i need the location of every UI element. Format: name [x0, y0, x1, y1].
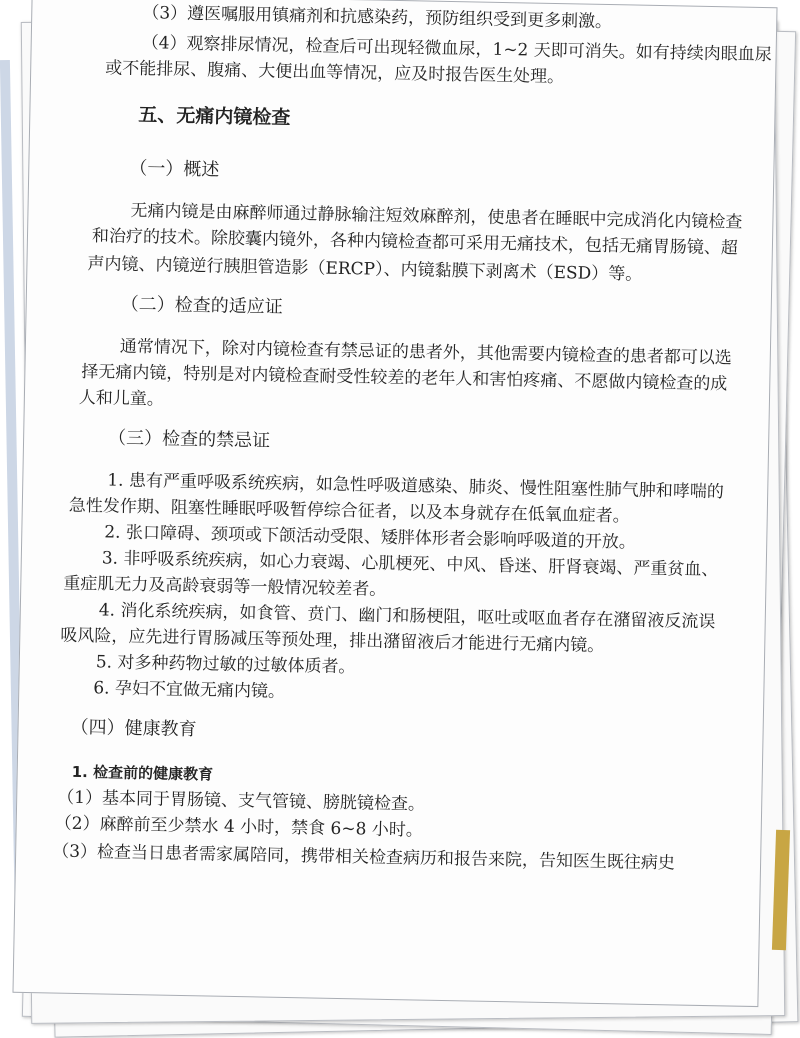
sub-subsection-heading: 1. 检查前的健康教育: [71, 762, 214, 784]
paragraph-line: 择无痛内镜，特别是对内镜检查耐受性较差的老年人和害怕疼痛、不愿做内镜检查的成: [81, 361, 728, 395]
paragraph-line: 人和儿童。: [78, 387, 165, 410]
list-item-line: 2. 张口障碍、颈项或下颌活动受限、矮胖体形者会影响呼吸道的开放。: [104, 522, 637, 553]
document-page: [12, 0, 777, 1007]
section-heading: 五、无痛内镜检查: [138, 104, 291, 129]
paragraph-line: （4）观察排尿情况，检查后可出现轻微血尿，1~2 天即可消失。如有持续肉眼血尿: [141, 33, 772, 66]
list-item-line: （1）基本同于胃肠镜、支气管镜、膀胱镜检查。: [57, 787, 426, 815]
subsection-heading: （三）检查的禁忌证: [107, 427, 271, 452]
list-item-line: （2）麻醉前至少禁水 4 小时，禁食 6~8 小时。: [54, 813, 423, 841]
list-item-line: 6. 孕妇不宜做无痛内镜。: [93, 678, 286, 702]
list-item-line: 5. 对多种药物过敏的过敏体质者。: [95, 652, 356, 678]
paragraph-line: 无痛内镜是由麻醉师通过静脉输注短效麻醉剂，使患者在睡眠中完成消化内镜检查: [130, 200, 743, 233]
list-item-line: 急性发作期、阻塞性睡眠呼吸暂停综合征者，以及本身就存在低氧血症者。: [68, 495, 630, 527]
paragraph-line: 声内镜、内镜逆行胰胆管造影（ERCP）、内镜黏膜下剥离术（ESD）等。: [87, 254, 643, 285]
list-item-line: 重症肌无力及高龄衰弱等一般情况较差者。: [63, 573, 387, 600]
subsection-heading: （四）健康教育: [70, 716, 197, 741]
list-item-line: 吸风险，应先进行胃肠减压等预处理，排出潴留液后才能进行无痛内镜。: [60, 625, 605, 657]
paragraph-line: 和治疗的技术。除胶囊内镜外，各种内镜检查都可采用无痛技术，包括无痛胃肠镜、超: [91, 226, 739, 259]
paragraph-line: （3）遵医嘱服用镇痛剂和抗感染药，预防组织受到更多刺激。: [142, 3, 613, 33]
list-item-line: 1. 患有严重呼吸系统疾病，如急性呼吸道感染、肺炎、慢性阻塞性肺气肿和哮喘的: [107, 470, 725, 503]
list-item-line: 3. 非呼吸系统疾病，如心力衰竭、心肌梗死、中风、昏迷、肝肾衰竭、严重贫血、: [101, 548, 719, 581]
paragraph-line: 或不能排尿、腹痛、大便出血等情况，应及时报告医生处理。: [105, 58, 565, 88]
list-item-line: 4. 消化系统疾病，如食管、贲门、幽门和肠梗阻，呕吐或呕血者存在潴留液反流误: [98, 600, 716, 633]
subsection-heading: （一）概述: [129, 157, 220, 181]
list-item-line: （3）检查当日患者需家属陪同，携带相关检查病历和报告来院，告知医生既往病史: [51, 841, 676, 874]
paragraph-line: 通常情况下，除对内镜检查有禁忌证的患者外，其他需要内镜检查的患者都可以选: [119, 336, 732, 369]
subsection-heading: （二）检查的适应证: [120, 293, 283, 318]
